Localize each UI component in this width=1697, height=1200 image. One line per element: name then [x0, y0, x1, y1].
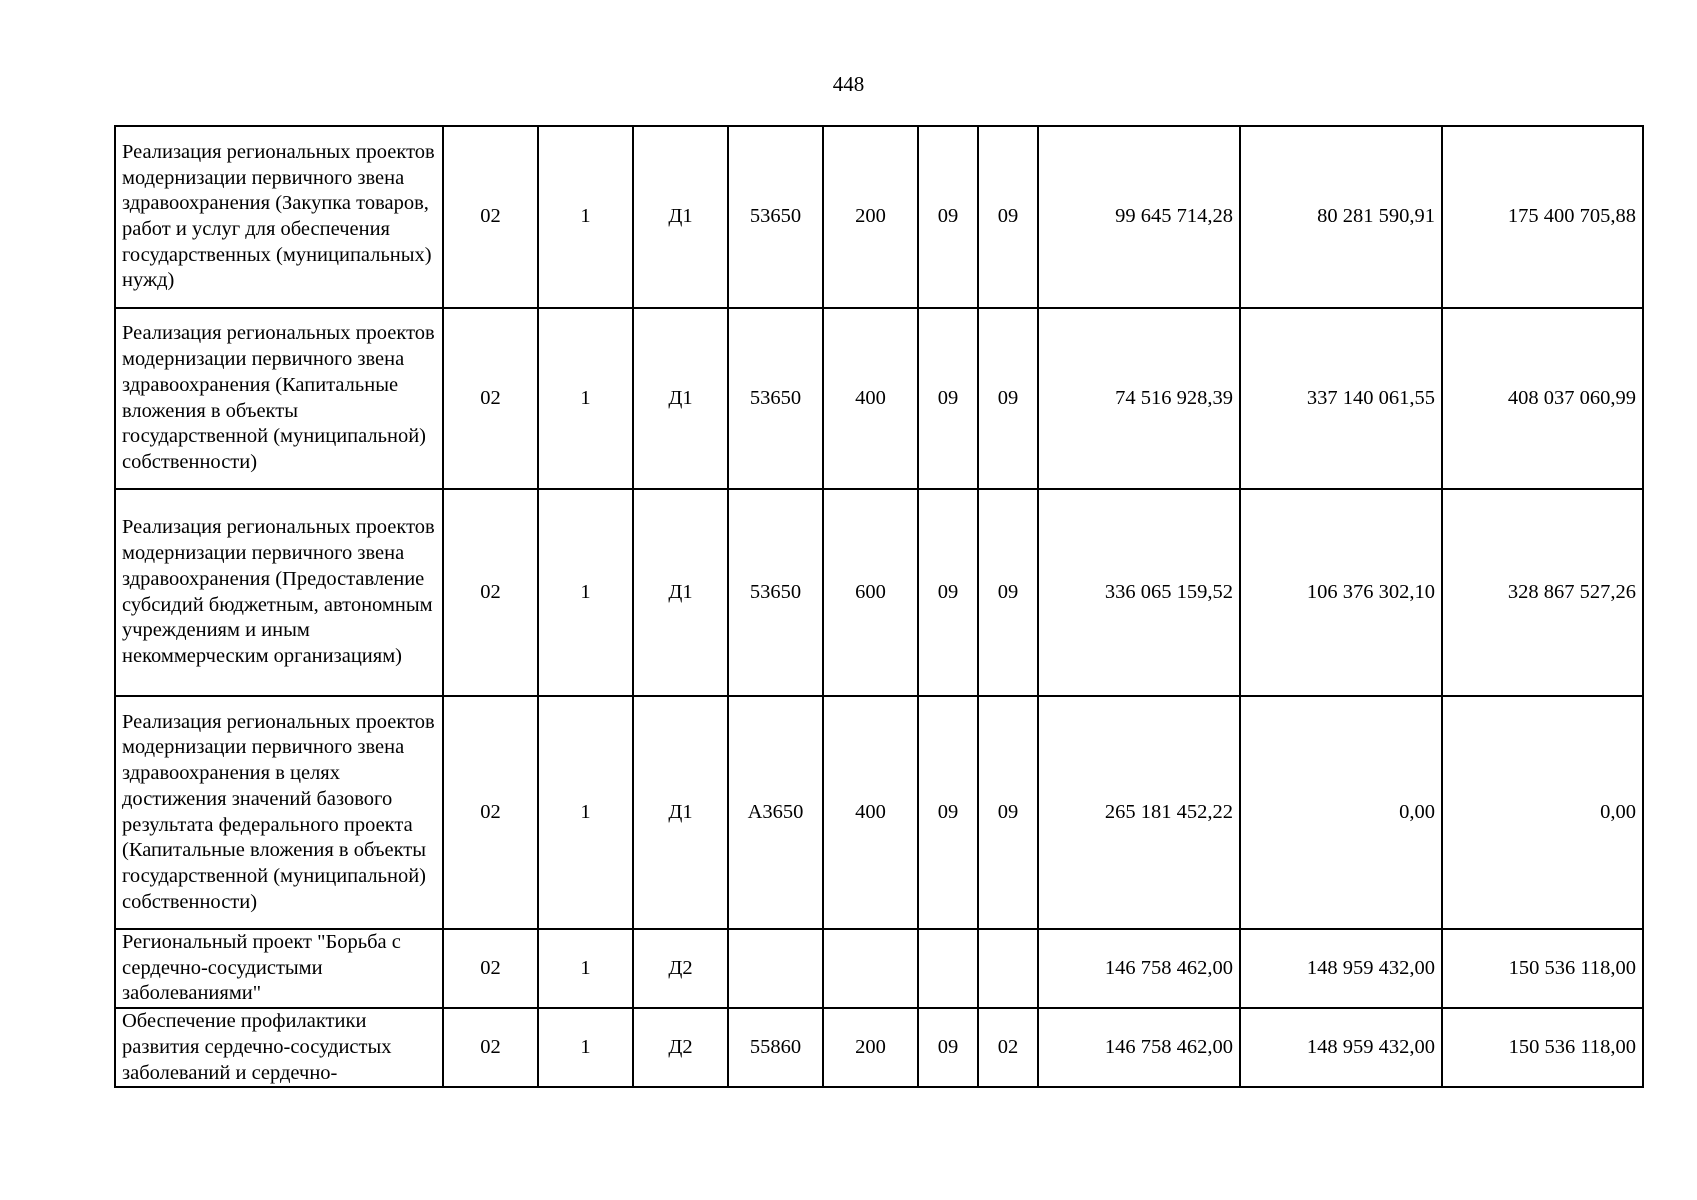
amount-year-2: 0,00	[1240, 696, 1442, 929]
row-name: Региональный проект "Борьба с сердечно-сосудистыми заболеваниями"	[115, 929, 443, 1008]
table-row	[115, 308, 1643, 489]
subprogram-code: 1	[538, 1008, 633, 1087]
expense-type-code: 200	[823, 126, 918, 308]
program-code: 02	[443, 126, 538, 308]
subsection-code: 02	[978, 1008, 1038, 1087]
program-code: 02	[443, 696, 538, 929]
direction-code: 53650	[728, 489, 823, 696]
subprogram-code: 1	[538, 929, 633, 1008]
project-code: Д2	[633, 1008, 728, 1087]
subprogram-code: 1	[538, 308, 633, 489]
table-row	[115, 489, 1643, 696]
table-row	[115, 696, 1643, 929]
amount-year-2: 80 281 590,91	[1240, 126, 1442, 308]
amount-year-3: 328 867 527,26	[1442, 489, 1643, 696]
program-code: 02	[443, 308, 538, 489]
page-number: 448	[832, 72, 865, 96]
section-code: 09	[918, 696, 978, 929]
subsection-code: 09	[978, 696, 1038, 929]
section-code: 09	[918, 489, 978, 696]
amount-year-3: 150 536 118,00	[1442, 929, 1643, 1008]
project-code: Д2	[633, 929, 728, 1008]
subprogram-code: 1	[538, 489, 633, 696]
expense-type-code: 200	[823, 1008, 918, 1087]
subsection-code	[978, 929, 1038, 1008]
expense-type-code: 400	[823, 308, 918, 489]
direction-code: 53650	[728, 126, 823, 308]
amount-year-2: 148 959 432,00	[1240, 929, 1442, 1008]
amount-year-3: 175 400 705,88	[1442, 126, 1643, 308]
project-code: Д1	[633, 696, 728, 929]
subsection-code: 09	[978, 489, 1038, 696]
subsection-code: 09	[978, 126, 1038, 308]
program-code: 02	[443, 1008, 538, 1087]
expense-type-code: 600	[823, 489, 918, 696]
amount-year-2: 106 376 302,10	[1240, 489, 1442, 696]
program-code: 02	[443, 489, 538, 696]
row-name: Обеспечение профилактики развития сердечно-сосудистых заболеваний и сердечно-	[115, 1008, 443, 1087]
project-code: Д1	[633, 126, 728, 308]
section-code: 09	[918, 126, 978, 308]
row-name: Реализация региональных проектов модернизации первичного звена здравоохранения (Капитальные вложения в объекты государственной (муниципальной) собственности)	[115, 308, 443, 489]
row-name: Реализация региональных проектов модернизации первичного звена здравоохранения в целях достижения значений базового результата федерального проекта (Капитальные вложения в объекты государственной (муниципальной) собственности)	[115, 696, 443, 929]
amount-year-1: 99 645 714,28	[1038, 126, 1240, 308]
project-code: Д1	[633, 489, 728, 696]
subsection-code: 09	[978, 308, 1038, 489]
project-code: Д1	[633, 308, 728, 489]
amount-year-1: 336 065 159,52	[1038, 489, 1240, 696]
amount-year-1: 146 758 462,00	[1038, 929, 1240, 1008]
amount-year-3: 150 536 118,00	[1442, 1008, 1643, 1087]
table-row	[115, 1008, 1643, 1087]
section-code: 09	[918, 1008, 978, 1087]
amount-year-3: 0,00	[1442, 696, 1643, 929]
direction-code	[728, 929, 823, 1008]
amount-year-3: 408 037 060,99	[1442, 308, 1643, 489]
expense-type-code: 400	[823, 696, 918, 929]
direction-code: А3650	[728, 696, 823, 929]
direction-code: 55860	[728, 1008, 823, 1087]
amount-year-2: 148 959 432,00	[1240, 1008, 1442, 1087]
direction-code: 53650	[728, 308, 823, 489]
amount-year-1: 146 758 462,00	[1038, 1008, 1240, 1087]
subprogram-code: 1	[538, 696, 633, 929]
amount-year-1: 265 181 452,22	[1038, 696, 1240, 929]
section-code: 09	[918, 308, 978, 489]
program-code: 02	[443, 929, 538, 1008]
table-row	[115, 929, 1643, 1008]
row-name: Реализация региональных проектов модернизации первичного звена здравоохранения (Предоставление субсидий бюджетным, автономным учреждениям и иным некоммерческим организациям)	[115, 489, 443, 696]
amount-year-2: 337 140 061,55	[1240, 308, 1442, 489]
budget-table	[114, 125, 1644, 1088]
table-row	[115, 126, 1643, 308]
section-code	[918, 929, 978, 1008]
row-name: Реализация региональных проектов модернизации первичного звена здравоохранения (Закупка товаров, работ и услуг для обеспечения государственных (муниципальных) нужд)	[115, 126, 443, 308]
expense-type-code	[823, 929, 918, 1008]
amount-year-1: 74 516 928,39	[1038, 308, 1240, 489]
subprogram-code: 1	[538, 126, 633, 308]
